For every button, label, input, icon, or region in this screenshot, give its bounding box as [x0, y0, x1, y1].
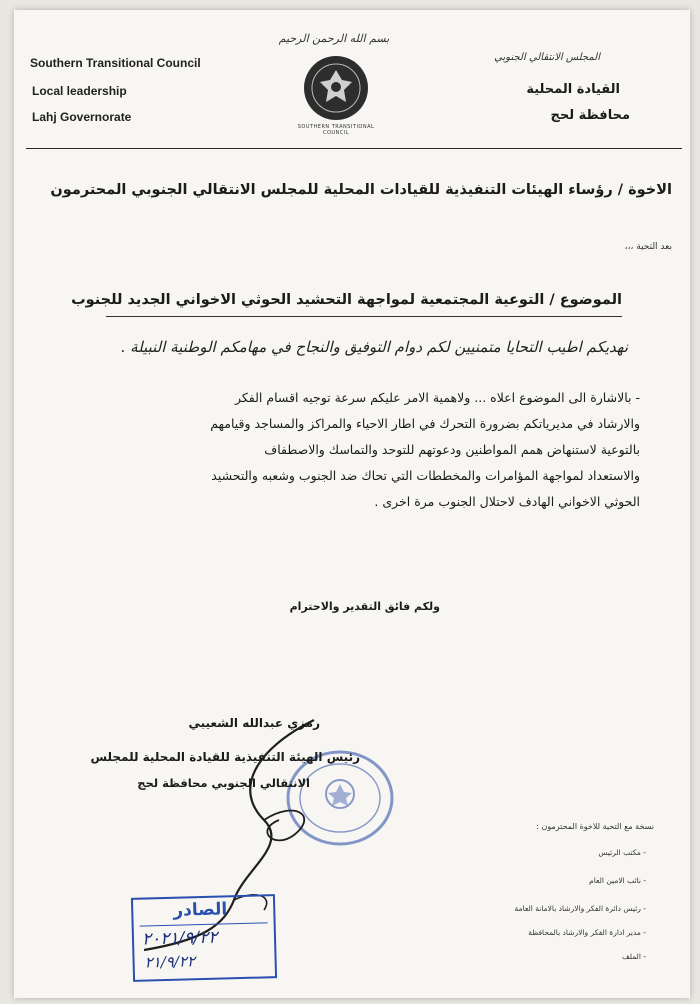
stamp-date: ٢١/٩/٢٢ — [144, 952, 196, 972]
closing: ولكم فائق التقدير والاحترام — [289, 600, 440, 613]
en-header-line-1: Southern Transitional Council — [30, 56, 201, 70]
letter-page — [14, 10, 690, 998]
paragraph-line-4: والاستعداد لمواجهة المؤامرات والمخططات التي تحاك ضد الجنوب وشعبه والتحشيد — [211, 468, 640, 483]
paragraph-line-2: والارشاد في مديرياتكم بضرورة التحرك في اطار الاحياء والمراكز والمساجد وقيامهم — [210, 416, 640, 431]
header-divider — [26, 148, 682, 149]
logo-caption: SOUTHERN TRANSITIONAL COUNCIL — [297, 124, 375, 136]
stamp-divider — [140, 922, 268, 926]
paragraph-line-1: - بالاشارة الى الموضوع اعلاه ... ولاهمية الامر عليكم سرعة توجيه اقسام الفكر — [235, 390, 640, 405]
ar-header-line-2: القيادة المحلية — [526, 82, 620, 97]
cc-item: - مدير ادارة الفكر والارشاد بالمحافظة — [528, 928, 646, 937]
outgoing-stamp — [131, 894, 277, 982]
greeting: بعد التحية ،،، — [624, 242, 672, 252]
cc-item: - رئيس دائرة الفكر والارشاد بالامانة العامة — [514, 904, 646, 913]
ar-header-line-3: محافظة لحج — [550, 108, 630, 123]
stamp-number: ٢٠٢١/٩/٢٢ — [141, 927, 218, 950]
ar-header-line-1: المجلس الانتقالي الجنوبي — [494, 52, 600, 63]
signatory-name: رمزي عبدالله الشعيبي — [188, 716, 320, 730]
handwritten-greeting: نهديكم اطيب التحايا متمنيين لكم دوام التوفيق والنجاح في مهامكم الوطنية النبيلة . — [120, 338, 628, 356]
subject-underline — [106, 316, 622, 317]
cc-item: - مكتب الرئيس — [598, 848, 646, 857]
addressee: الاخوة / رؤساء الهيئات التنفيذية للقيادات المحلية للمجلس الانتقالي الجنوبي المحترمون — [50, 182, 672, 198]
stamp-label: الصادر — [173, 899, 228, 921]
paragraph-line-3: بالتوعية لاستنهاض همم المواطنين ودعوتهم للتوحد والتماسك والاصطفاف — [264, 442, 640, 457]
cc-heading: نسخة مع التحية للاخوة المحترمون : — [536, 822, 654, 831]
paragraph-line-5: الحوثي الاخواني الهادف لاحتلال الجنوب مرة اخرى . — [374, 494, 640, 509]
subject: الموضوع / التوعية المجتمعية لمواجهة التحشيد الحوثي الاخواني الجديد للجنوب — [71, 292, 622, 308]
basmala: بسم الله الرحمن الرحيم — [278, 32, 390, 45]
council-logo — [302, 54, 370, 122]
signatory-title-line-2: الانتقالي الجنوبي محافظة لحج — [137, 776, 310, 790]
cc-item: - الملف — [621, 952, 646, 961]
signatory-title-line-1: رئيس الهيئة التنفيذية للقيادة المحلية للمجلس — [90, 750, 360, 764]
cc-item: - نائب الامين العام — [589, 876, 646, 885]
en-header-line-2: Local leadership — [32, 84, 127, 98]
en-header-line-3: Lahj Governorate — [32, 110, 132, 124]
